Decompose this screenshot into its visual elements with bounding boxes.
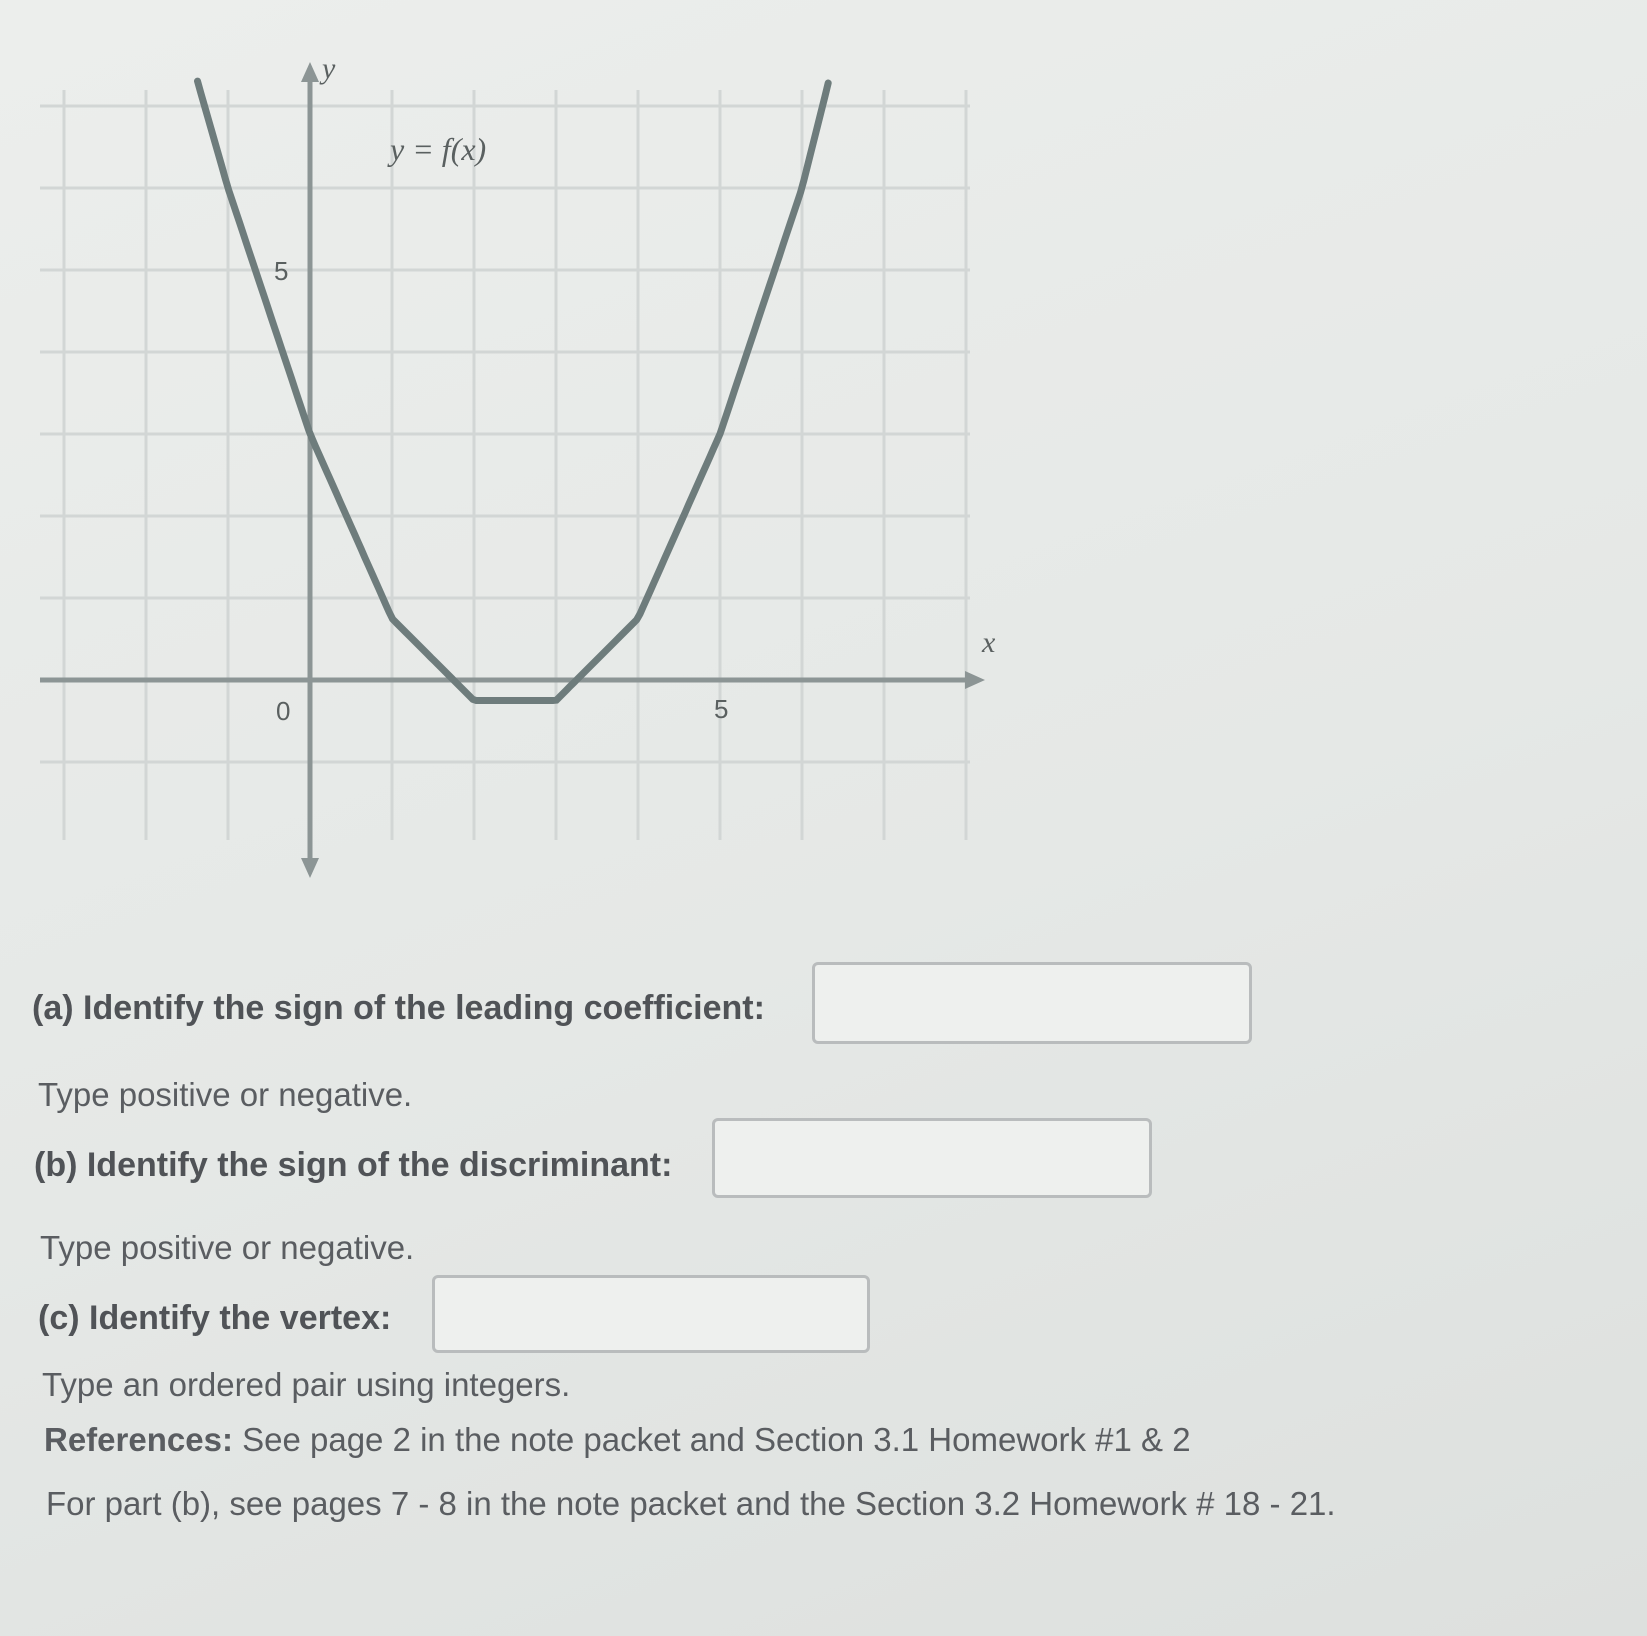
question-c-answer-input[interactable] <box>432 1275 870 1353</box>
x-axis-label: x <box>982 626 996 659</box>
origin-label: 0 <box>276 696 291 726</box>
parabola-curve <box>198 81 829 700</box>
graph-axes <box>40 62 985 878</box>
function-graph <box>30 40 1030 880</box>
function-label: y = f(x) <box>390 131 487 167</box>
question-a-label: (a) Identify the sign of the leading coefficient: <box>32 989 765 1027</box>
x-tick-label-5: 5 <box>714 694 729 724</box>
y-axis-label: y <box>322 52 336 85</box>
question-a-hint: Type positive or negative. <box>38 1076 413 1113</box>
y-axis-arrow-up <box>301 62 319 82</box>
question-b-answer-input[interactable] <box>712 1118 1152 1198</box>
graph-grid <box>40 90 970 840</box>
question-a-answer-input[interactable] <box>812 962 1252 1044</box>
references-line-2: For part (b), see pages 7 - 8 in the note packet and the Section 3.2 Homework # 18 - 21. <box>46 1485 1336 1522</box>
references-text-1: See page 2 in the note packet and Section 3.1 Homework #1 & 2 <box>242 1421 1191 1458</box>
question-c-hint: Type an ordered pair using integers. <box>42 1366 571 1403</box>
references-line-1 <box>44 1420 1191 1460</box>
x-axis-arrow <box>965 671 985 689</box>
references-heading: References: <box>44 1421 233 1458</box>
question-b-hint: Type positive or negative. <box>40 1229 415 1266</box>
y-tick-label-5: 5 <box>274 256 289 286</box>
question-c-label: (c) Identify the vertex: <box>38 1299 392 1337</box>
question-b-label: (b) Identify the sign of the discriminant: <box>34 1146 673 1184</box>
y-axis-arrow-down <box>301 858 319 878</box>
